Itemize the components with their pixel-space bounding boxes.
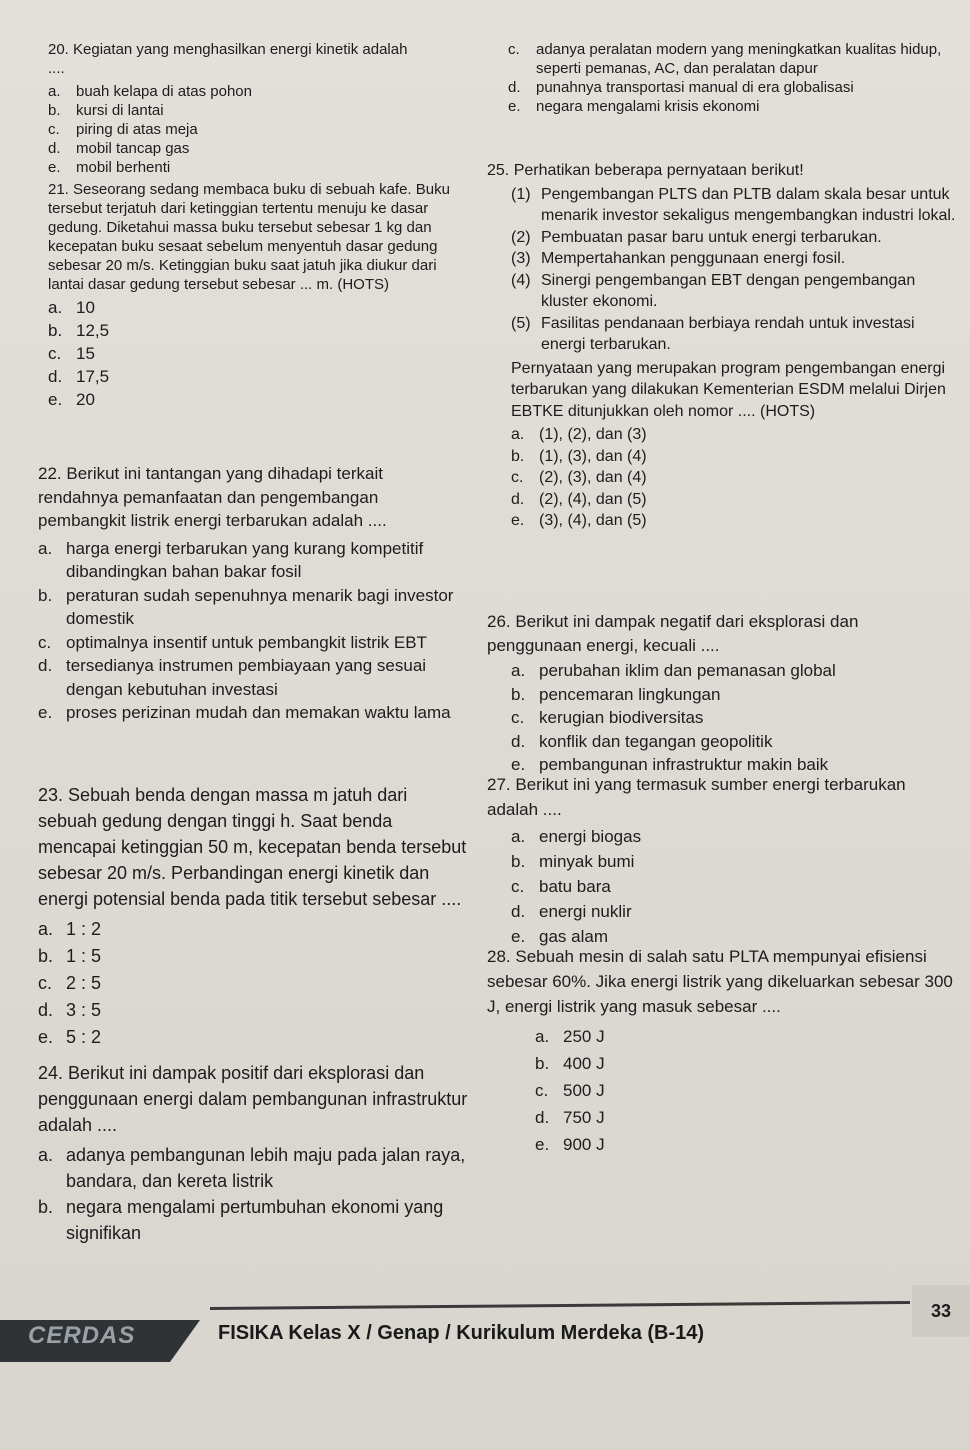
option-list (508, 40, 948, 116)
option-b[interactable]: b. 1 : 5 (38, 946, 102, 966)
option-list (38, 1142, 468, 1246)
option-e[interactable]: e. mobil berhenti (48, 159, 171, 176)
publisher-logo: CERDAS (28, 1322, 136, 1349)
question-stem: Kegiatan yang menghasilkan energi kinetik adalah .... (48, 41, 408, 77)
question-24-continued (508, 40, 948, 116)
option-e[interactable]: e. 5 : 2 (38, 1027, 102, 1047)
question-number: 23. (38, 785, 64, 805)
option-b[interactable]: b. minyak bumi (511, 852, 635, 871)
option-b[interactable]: b. 12,5 (48, 321, 110, 340)
option-a[interactable]: a. energi biogas (511, 827, 642, 846)
question-intro: Perhatikan beberapa pernyataan berikut! (513, 162, 804, 179)
question-23 (38, 782, 468, 1051)
question-number: 26. (487, 612, 511, 631)
statement-3: (3) Mempertahankan penggunaan energi fosil. (511, 250, 846, 267)
question-number: 21. (48, 181, 69, 198)
question-stem: Pernyataan yang merupakan program pengembangan energi terbarukan yang dilakukan Kementerian ESDM melalui Dirjen EBTKE ditunjukkan oleh nomor .... (HOTS) (511, 359, 946, 420)
option-e[interactable]: e. pembangunan infrastruktur makin baik (511, 755, 829, 774)
option-d[interactable]: d. punahnya transportasi manual di era globalisasi (508, 79, 854, 96)
option-e[interactable]: e. gas alam (511, 927, 608, 946)
option-d[interactable]: d. mobil tancap gas (48, 140, 190, 157)
question-28 (487, 944, 957, 1158)
question-number: 20. (48, 41, 69, 58)
option-c[interactable]: c. 500 J (535, 1081, 605, 1100)
option-c[interactable]: c. piring di atas meja (48, 121, 198, 138)
option-d[interactable]: d. konflik dan tegangan geopolitik (511, 731, 773, 751)
question-25 (487, 160, 957, 532)
option-list (487, 1023, 957, 1158)
question-number: 22. (38, 464, 62, 483)
option-b[interactable]: b. pencemaran lingkungan (511, 684, 721, 704)
option-list (48, 82, 428, 177)
option-a[interactable]: a. 250 J (535, 1027, 605, 1046)
option-c[interactable]: c. (2), (3), dan (4) (511, 469, 647, 486)
statement-2: (2) Pembuatan pasar baru untuk energi terbarukan. (511, 228, 882, 246)
question-number: 24. (38, 1063, 64, 1083)
option-e[interactable]: e. negara mengalami krisis ekonomi (508, 98, 760, 115)
option-c[interactable]: c. adanya peralatan modern yang meningkatkan kualitas hidup, seperti pemanas, AC, dan peralatan dapur (508, 41, 942, 77)
option-a[interactable]: a. harga energi terbarukan yang kurang kompetitif dibandingkan bahan bakar fosil (38, 538, 424, 581)
option-c[interactable]: c. 2 : 5 (38, 973, 102, 993)
option-b[interactable]: b. negara mengalami pertumbuhan ekonomi yang signifikan (38, 1197, 444, 1243)
option-c[interactable]: c. optimalnya insentif untuk pembangkit listrik EBT (38, 632, 427, 652)
question-stem: Berikut ini dampak positif dari eksplorasi dan penggunaan energi dalam pembangunan infrastruktur adalah .... (38, 1063, 468, 1135)
option-c[interactable]: c. batu bara (511, 877, 611, 896)
option-a[interactable]: a. (1), (2), dan (3) (511, 426, 647, 443)
question-stem: Sebuah benda dengan massa m jatuh dari sebuah gedung dengan tinggi h. Saat benda mencapai ketinggian 50 m, kecepatan benda tersebut sebesar 20 m/s. Perbandingan energi kinetik dan energi potensial benda pada titik tersebut sebesar .... (38, 785, 467, 909)
option-list (487, 659, 957, 777)
question-27 (487, 772, 957, 949)
option-d[interactable]: d. energi nuklir (511, 902, 632, 921)
option-c[interactable]: c. 15 (48, 344, 95, 363)
statement-5: (5) Fasilitas pendanaan berbiaya rendah untuk investasi energi terbarukan. (511, 314, 915, 353)
option-list (38, 916, 468, 1051)
question-20 (48, 40, 428, 177)
option-b[interactable]: b. peraturan sudah sepenuhnya menarik bagi investor domestik (38, 585, 454, 628)
option-a[interactable]: a. adanya pembangunan lebih maju pada jalan raya, bandara, dan kereta listrik (38, 1145, 466, 1191)
option-a[interactable]: a. 1 : 2 (38, 919, 102, 939)
question-stem: Seseorang sedang membaca buku di sebuah kafe. Buku tersebut terjatuh dari ketinggian tertentu menuju ke dasar gedung. Diketahui massa buku tersebut sebesar 1 kg dan kecepatan buku sesaat sebelum menyentuh dasar gedung sebesar 20 m/s. Ketinggian buku saat jatuh jika diukur dari lantai dasar gedung tersebut sebesar ... m. (HOTS) (48, 181, 450, 293)
option-list (38, 537, 468, 725)
option-list (487, 424, 957, 532)
option-a[interactable]: a. perubahan iklim dan pemanasan global (511, 661, 836, 680)
question-number: 27. (487, 775, 511, 794)
question-21 (48, 180, 460, 411)
option-e[interactable]: e. (3), (4), dan (5) (511, 512, 647, 529)
question-stem: Berikut ini tantangan yang dihadapi terkait rendahnya pemanfaatan dan pengembangan pembangkit listrik energi terbarukan adalah .... (38, 464, 387, 530)
option-d[interactable]: d. tersedianya instrumen pembiayaan yang sesuai dengan kebutuhan investasi (38, 656, 427, 699)
option-list (48, 296, 460, 411)
question-26 (487, 610, 957, 777)
option-b[interactable]: b. (1), (3), dan (4) (511, 447, 647, 465)
option-d[interactable]: d. 750 J (535, 1108, 605, 1127)
option-list (487, 824, 957, 949)
option-d[interactable]: d. 17,5 (48, 367, 110, 386)
option-a[interactable]: a. 10 (48, 298, 95, 317)
option-a[interactable]: a. buah kelapa di atas pohon (48, 83, 252, 100)
statement-1: (1) Pengembangan PLTS dan PLTB dalam skala besar untuk menarik investor sekaligus mengembangkan industri lokal. (511, 185, 956, 224)
option-b[interactable]: b. kursi di lantai (48, 102, 164, 119)
question-stem: Sebuah mesin di salah satu PLTA mempunyai efisiensi sebesar 60%. Jika energi listrik yang dikeluarkan sebesar 300 J, energi listrik yang masuk sebesar .... (487, 947, 953, 1016)
question-24 (38, 1060, 468, 1246)
question-number: 25. (487, 162, 510, 179)
question-stem: Berikut ini yang termasuk sumber energi terbarukan adalah .... (487, 775, 906, 819)
option-d[interactable]: d. 3 : 5 (38, 1000, 102, 1020)
option-e[interactable]: e. proses perizinan mudah dan memakan waktu lama (38, 703, 451, 722)
option-e[interactable]: e. 900 J (535, 1135, 605, 1154)
option-e[interactable]: e. 20 (48, 390, 95, 409)
option-d[interactable]: d. (2), (4), dan (5) (511, 490, 647, 508)
footer-title: FISIKA Kelas X / Genap / Kurikulum Merdeka (B-14) (218, 1322, 705, 1344)
statement-list (487, 184, 957, 356)
question-stem: Berikut ini dampak negatif dari eksplorasi dan penggunaan energi, kecuali .... (487, 612, 859, 655)
page-number: 33 (912, 1285, 970, 1337)
option-c[interactable]: c. kerugian biodiversitas (511, 708, 704, 727)
option-b[interactable]: b. 400 J (535, 1054, 605, 1073)
statement-4: (4) Sinergi pengembangan EBT dengan pengembangan kluster ekonomi. (511, 271, 916, 310)
question-number: 28. (487, 947, 511, 966)
footer-divider (210, 1301, 910, 1310)
question-22 (38, 462, 468, 725)
